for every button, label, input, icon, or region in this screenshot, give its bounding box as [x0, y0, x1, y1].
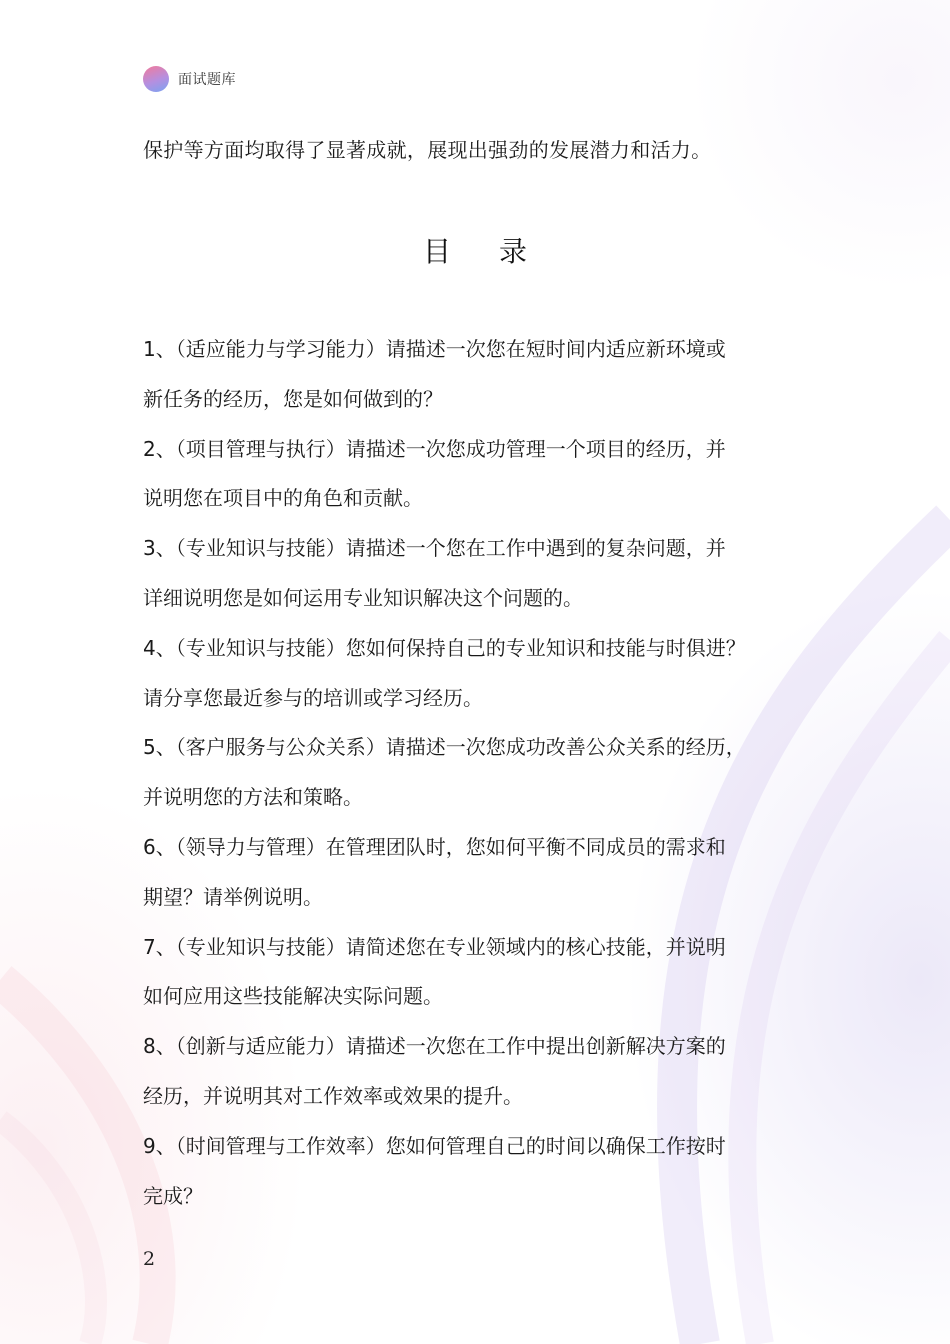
toc-item-line: 5、（客户服务与公众关系）请描述一次您成功改善公众关系的经历，: [143, 735, 746, 760]
toc-item-line: 如何应用这些技能解决实际问题。: [143, 984, 443, 1009]
toc-item-line: 6、（领导力与管理）在管理团队时，您如何平衡不同成员的需求和: [143, 834, 726, 859]
toc-list: [143, 325, 823, 1221]
toc-item-line: 8、（创新与适应能力）请描述一次您在工作中提出创新解决方案的: [143, 1034, 726, 1059]
toc-item-line: 期望？请举例说明。: [143, 884, 323, 909]
page-header: [143, 66, 236, 92]
toc-item: [143, 1022, 823, 1122]
toc-item-line: 完成？: [143, 1183, 203, 1208]
toc-item-line: 详细说明您是如何运用专业知识解决这个问题的。: [143, 585, 583, 610]
toc-item-line: 经历，并说明其对工作效率或效果的提升。: [143, 1083, 523, 1108]
toc-title-char: 录: [499, 235, 528, 268]
page-number: 2: [143, 1248, 156, 1270]
toc-title-char: 目: [422, 235, 451, 268]
toc-item-line: 说明您在项目中的角色和贡献。: [143, 486, 423, 511]
logo-icon: [143, 66, 169, 92]
toc-item-line: 请分享您最近参与的培训或学习经历。: [143, 685, 483, 710]
toc-item-line: 2、（项目管理与执行）请描述一次您成功管理一个项目的经历，并: [143, 436, 726, 461]
toc-item-line: 4、（专业知识与技能）您如何保持自己的专业知识和技能与时俱进？: [143, 635, 746, 660]
toc-item: [143, 1122, 823, 1222]
toc-item: [143, 923, 823, 1023]
toc-item-line: 9、（时间管理与工作效率）您如何管理自己的时间以确保工作按时: [143, 1133, 726, 1158]
intro-paragraph: 保护等方面均取得了显著成就，展现出强劲的发展潜力和活力。: [143, 138, 712, 162]
toc-title: [0, 230, 950, 270]
toc-item: [143, 425, 823, 525]
toc-item-line: 并说明您的方法和策略。: [143, 785, 363, 810]
toc-item-line: 7、（专业知识与技能）请简述您在专业领域内的核心技能，并说明: [143, 934, 726, 959]
toc-item: [143, 624, 823, 724]
toc-item-line: 1、（适应能力与学习能力）请描述一次您在短时间内适应新环境或: [143, 337, 726, 361]
toc-item: [143, 723, 823, 823]
toc-item: [143, 823, 823, 923]
toc-item: [143, 325, 823, 425]
toc-item: [143, 524, 823, 624]
header-title: 面试题库: [178, 72, 236, 88]
toc-item-line: 新任务的经历，您是如何做到的？: [143, 386, 443, 411]
toc-item-line: 3、（专业知识与技能）请描述一个您在工作中遇到的复杂问题，并: [143, 536, 726, 561]
